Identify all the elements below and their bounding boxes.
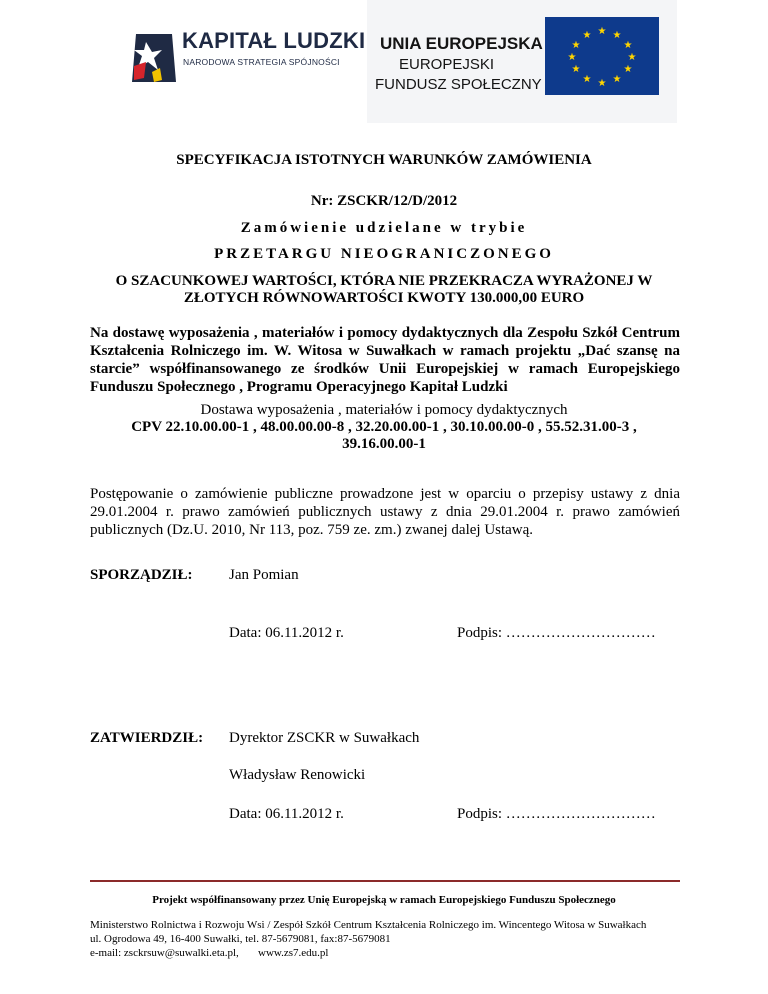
svg-text:★: ★	[582, 30, 592, 41]
eu-stars-icon	[545, 17, 659, 95]
svg-text:★: ★	[571, 64, 581, 75]
eu-flag	[545, 17, 659, 95]
prepared-by-name: Jan Pomian	[229, 567, 299, 583]
svg-text:★: ★	[612, 74, 622, 85]
cpv-codes-line2: 39.16.00.00-1	[342, 436, 426, 452]
prepared-by-label: SPORZĄDZIŁ:	[90, 567, 193, 583]
approver-name: Władysław Renowicki	[229, 767, 366, 783]
footer-institution: Ministerstwo Rolnictwa i Rozwoju Wsi / Zespół Szkół Centrum Kształcenia Rolniczego im. Wincentego Witosa w Suwałkach	[90, 919, 647, 931]
fund-name-line2: FUNDUSZ SPOŁECZNY	[375, 76, 542, 93]
svg-text:★: ★	[623, 40, 633, 51]
cpv-codes-line1: CPV 22.10.00.00-1 , 48.00.00.00-8 , 32.20.00.00-1 , 30.10.00.00-0 , 55.52.31.00-3 ,	[131, 419, 637, 435]
eu-efs-logo	[367, 0, 677, 123]
legal-basis-paragraph: Postępowanie o zamówienie publiczne prowadzone jest w oparciu o przepisy ustawy z dnia 29.01.2004 r. prawo zamówień publicznych ustawy z dnia 29.01.2004 r. prawo zamówień publicznych (Dz.U. 2010, Nr 113, poz. 759 ze. zm.) zwanej dalej Ustawą.	[90, 486, 680, 538]
kapital-ludzki-title: KAPITAŁ LUDZKI	[182, 28, 366, 53]
svg-text:★: ★	[627, 52, 637, 63]
footer-address: ul. Ogrodowa 49, 16-400 Suwałki, tel. 87-5679081, fax:87-5679081	[90, 933, 391, 945]
cpv-intro: Dostawa wyposażenia , materiałów i pomocy dydaktycznych	[200, 402, 568, 418]
fund-name-line1: EUROPEJSKI	[399, 56, 495, 73]
approved-signature: Podpis: …………………………	[457, 806, 656, 822]
footer-website[interactable]: www.zs7.edu.pl	[258, 947, 329, 959]
svg-text:★: ★	[582, 74, 592, 85]
cofinanced-note: Projekt współfinansowany przez Unię Europejską w ramach Europejskiego Funduszu Społecznego	[152, 894, 616, 906]
kapital-ludzki-subtitle: NARODOWA STRATEGIA SPÓJNOŚCI	[183, 57, 340, 67]
eu-name: UNIA EUROPEJSKA	[380, 34, 543, 53]
approved-by-label: ZATWIERDZIŁ:	[90, 730, 204, 746]
footer-divider	[90, 880, 680, 882]
approver-position: Dyrektor ZSCKR w Suwałkach	[229, 730, 420, 746]
kapital-ludzki-logo	[132, 26, 366, 90]
svg-text:★: ★	[597, 26, 607, 37]
footer-email[interactable]: e-mail: zsckrsuw@suwalki.eta.pl,	[90, 947, 239, 959]
approved-date: Data: 06.11.2012 r.	[229, 806, 344, 822]
svg-text:★: ★	[571, 40, 581, 51]
document-number: Nr: ZSCKR/12/D/2012	[310, 193, 458, 209]
procedure-mode: PRZETARGU NIEOGRANICZONEGO	[214, 246, 554, 262]
value-line-2: ZŁOTYCH RÓWNOWARTOŚCI KWOTY 130.000,00 EURO	[183, 290, 585, 306]
prepared-signature: Podpis: …………………………	[457, 625, 656, 641]
document-title: SPECYFIKACJA ISTOTNYCH WARUNKÓW ZAMÓWIENIA	[176, 152, 592, 168]
kapital-ludzki-emblem-icon	[132, 32, 178, 84]
prepared-date: Data: 06.11.2012 r.	[229, 625, 344, 641]
svg-text:★: ★	[612, 30, 622, 41]
svg-text:★: ★	[567, 52, 577, 63]
procedure-intro: Zamówienie udzielane w trybie	[240, 220, 528, 236]
value-line-1: O SZACUNKOWEJ WARTOŚCI, KTÓRA NIE PRZEKRACZA WYRAŻONEJ W	[115, 273, 653, 289]
svg-text:★: ★	[623, 64, 633, 75]
subject-paragraph: Na dostawę wyposażenia , materiałów i pomocy dydaktycznych dla Zespołu Szkół Centrum Kształcenia Rolniczego im. W. Witosa w Suwałkach w ramach projektu „Dać szansę na starcie” współfinansowanego ze środków Unii Europejskiej w ramach Europejskiego Funduszu Społecznego , Programu Operacyjnego Kapitał Ludzki	[90, 325, 680, 395]
svg-text:★: ★	[597, 78, 607, 89]
